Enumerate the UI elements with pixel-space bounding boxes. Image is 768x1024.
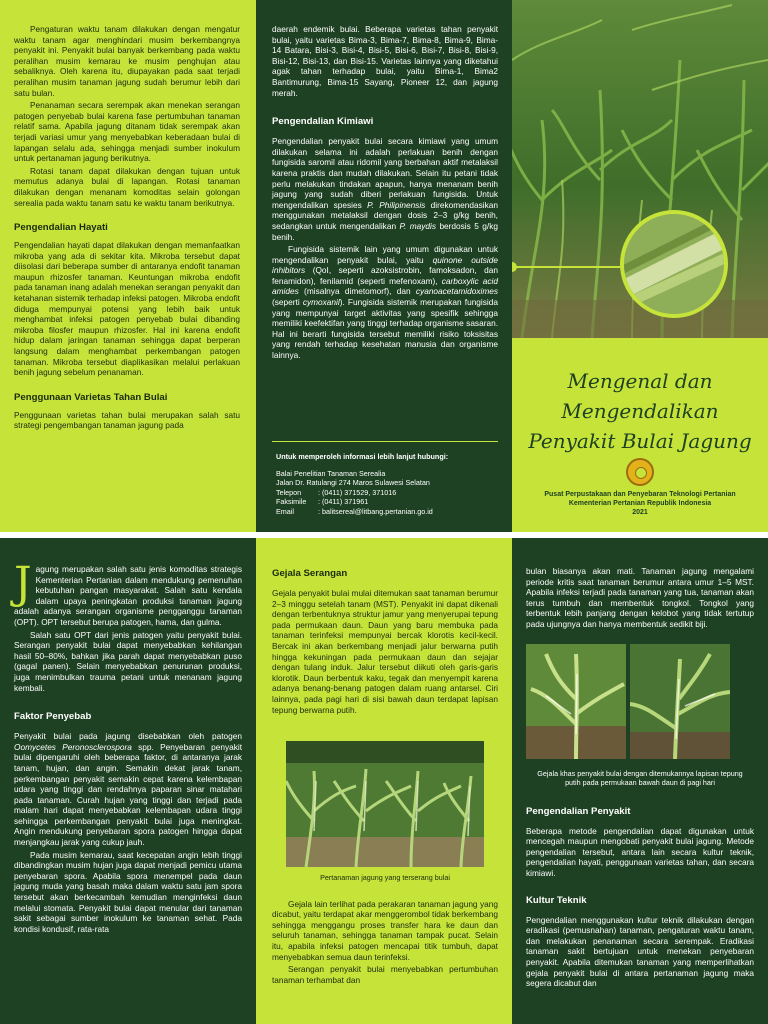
paragraph: Fungisida sistemik lain yang umum digunakan untuk mengendalikan penyakit bulai, yaitu quinone outside inhibitors (QoI, seperti azoksistrobin, famoksadon, dan fenamidon), fenilamid (seperti mefenoxam), carboxylic acid amides (misalnya dimetomorf), dan cyanoacetamidoximes (seperti cymoxanil). Fungisida sistemik merupakan fungisida yang mempunyai target aktivitas yang spesifik sehingga memiliki keefektifan yang tinggi terhadap organisme sasaran. Hal ini berarti fungisida tersebut memiliki risiko toksisitas yang rendah terhadap kesehatan manusia dan organisme lainnya. bbox=[272, 244, 498, 361]
panel-bottom-middle bbox=[256, 538, 512, 1024]
cover-title bbox=[512, 366, 768, 456]
heading-hayati: Pengendalian Hayati bbox=[14, 222, 108, 234]
publisher bbox=[512, 490, 768, 517]
paragraph: daerah endemik bulai. Beberapa varietas tahan penyakit bulai, yaitu varietas Bima-3, Bima-7, Bima-8, Bima-9, Bima-14 Batara, Bisi-3, Bisi-4, Bisi-5, Bisi-6, Bisi-7, Bisi-8, Bisi-9, Bisi-12, Bisi-13, dan Bisi-15. Varietas lainnya yang diketahui agak tahan terhadap bulai, yaitu Bima-1, Bima2 Bantimurung, Bima-15 Sayang, Pioneer 12, dan jagung merah. bbox=[272, 24, 498, 98]
paragraph: Jagung merupakan salah satu jenis komoditas strategis Kementerian Pertanian dalam mendukung pemenuhan kebutuhan pangan masyarakat. Salah satu kendala dalam upaya peningkatan produksi tanaman jagung adalah adanya serangan organisme pengganggu tanaman (OPT). OPT tersebut berupa patogen, hama, dan gulma. bbox=[14, 558, 242, 627]
heading-faktor: Faktor Penyebab bbox=[14, 711, 92, 723]
field-photo bbox=[286, 741, 484, 867]
photo-caption: Gejala khas penyakit bulai dengan ditemukannya lapisan tepung putih pada permukaan bawah daun di pagi hari bbox=[537, 768, 743, 788]
publisher-year: 2021 bbox=[632, 509, 648, 516]
paragraph: Pada musim kemarau, saat kecepatan angin lebih tinggi dibandingkan musim hujan juga dapat menjadi pemicu utama penyebaran spora. Apabila spora menempel pada daun jagung muda yang basah maka dalam waktu satu jam spora tersebut akan berkecambah kemudian menginfeksi daun melalui stomata. Penyakit bulai dapat menular dari tanaman sakit sebagai sumber inokulum ke tanaman sehat. Pada kondisi kondusif, rata-rata bbox=[14, 849, 242, 934]
paragraph: Pengendalian hayati dapat dilakukan dengan memanfaatkan mikroba yang ada di sekitar kita. Mikroba tersebut dapat diisolasi dari beberapa sumber di antaranya endofit tanaman maupun rhizosfer tanaman. Keuntungan mikroba endofit pada tanaman inang adalah menekan serangan penyakit dan ketahanan sistemik terhadap infeksi patogen. Mikroba endofit diduga mempunyai potensi yang lebih baik untuk menghambat infeksi patogen penyebab bulai dibanding mikroba filosfer maupun rhizosfer. Hal ini karena endofit hidup dalam jaringan tanaman sehingga dapat berperan langsung dalam menghambat perkembangan patogen tanaman. Mikroba tersebut diaplikasikan melalui perlakuan benih jagung sebelum penanaman. bbox=[14, 240, 240, 378]
paragraph: Pengendalian penyakit bulai secara kimiawi yang umum dilakukan selama ini adalah perlakuan benih dengan fungisida saromil atau ridomil yang berbahan aktif metalaksil karena praktis dan mudah dilakukan. Selain itu petani tidak perlu melakukan tindakan apapun, hanya menanam benih jagung yang sudah diberi perlakuan fungisida. Untuk mengendalikan spesies P. Philipinensis direkomendasikan menggunakan metalaksil dengan dosis 2–3 g/kg benih, sedangkan untuk mengendalikan P. maydis berdosis 5 g/kg benih. bbox=[272, 136, 498, 242]
paragraph: Rotasi tanam dapat dilakukan dengan tujuan untuk memutus adanya bulai di lapangan. Rotasi tanaman dilakukan dengan menanam komoditas selain golongan serealia pada waktu tanam satu ke waktu tanam berikutnya. bbox=[14, 165, 240, 208]
paragraph: Gejala lain terlihat pada perakaran tanaman jagung yang dicabut, yaitu terdapat akar menggerombol tidak berkembang sehingga menggangu proses transfer hara ke daun dan seluruh tanaman, sehingga tanaman tampak pucat. Selain itu, apabila infeksi patogen mencapai titik tumbuh, dapat menyebabkan semua daun terinfeksi. bbox=[272, 898, 498, 962]
contact-email[interactable]: Email : balitsereal@litbang.pertanian.go.id bbox=[276, 506, 433, 516]
panel-bottom-left bbox=[0, 538, 256, 1024]
paragraph: Gejala penyakit bulai mulai ditemukan saat tanaman berumur 2–3 minggu setelah tanam (MST). Penyakit ini dapat dikenali dengan terbentuknya struktur jamur yang menyerupai tepung pada permukaan daun. Daun yang baru membuka pada tanaman terinfeksi mempunyai bercak klorotis kecil-kecil. Bercak ini akan berkembang menjadi jalur berwarna putih hingga kekuningan pada permukaan daun dan sejajar dengan tulang induk. Jalur tersebut diikuti oleh garis-garis klorotik. Daun berbentuk kaku, tegak dan menyempit karena adanya benang-benang patogen dalam ruang antarsel. Ciri lainnya, pada pagi hari di sisi bawah daun terdapat lapisan tepung berwarna putih. bbox=[272, 588, 498, 715]
drop-cap: J bbox=[14, 558, 32, 609]
contact-fax: Faksimile : (0411) 371961 bbox=[276, 497, 369, 507]
paragraph: bulan biasanya akan mati. Tanaman jagung mengalami periode kritis saat tanaman berumur antara umur 1–5 MST. Apabila infeksi terjadi pada tanaman yang tua, tanaman akan terus tumbuh dan membentuk tongkol. Tongkol yang terbentuk lebih panjang dengan kelobot yang tidak tertutup pada ujungnya dan hanya membentuk sedikit biji. bbox=[526, 566, 754, 629]
paragraph: Pengaturan waktu tanam dilakukan dengan mengatur waktu tanam agar menghindari musim berkembangnya penyakit ini. Penyakit bulai banyak berkembang pada waktu peralihan musim kemarau ke musim penghujan atau sebaliknya. Oleh karena itu, diupayakan pada saat terjadi peralihan musim tanaman jagung sudah berumur lebih dari satu bulan. bbox=[14, 24, 240, 98]
paragraph: Pengendalian menggunakan kultur teknik dilakukan dengan eradikasi (pemusnahan) tanaman, pengaturan waktu tanam, dan melakukan penanaman secara serempak. Eradikasi tanaman sakit bertujuan untuk menekan penyebaran penyakit. Apabila ditemukan tanaman yang memperlihatkan gejala penyakit bulai di antara pertanaman jagung maka segera dicabut dan bbox=[526, 914, 754, 989]
contact-address: Jalan Dr. Ratulangi 274 Maros Sulawesi Selatan bbox=[276, 478, 430, 488]
paragraph: Salah satu OPT dari jenis patogen yaitu penyakit bulai. Serangan penyakit bulai dapat menyebabkan kehilangan hasil 50–80%, bahkan jika parah dapat menyebabkan puso (gagal panen). Selain menyebabkan penurunan produksi, juga menimbulkan trauma petani untuk menanam jagung kembali. bbox=[14, 629, 242, 693]
publisher-line2: Kementerian Pertanian Republik Indonesia bbox=[568, 500, 712, 507]
heading-pengendalian: Pengendalian Penyakit bbox=[526, 805, 631, 817]
paragraph: Penanaman secara serempak akan menekan serangan patogen penyebab bulai karena fase pertumbuhan tanaman relatif sama. Apabila jagung ditanam tidak serempak akan terjadi variasi umur yang menyebabkan keberadaan bulai di lapangan selalu ada, sehingga menjadi sumber inokulum untuk pertanaman jagung berikutnya. bbox=[14, 100, 240, 164]
cover-title-line1: Mengenal dan Mengendalikan bbox=[561, 369, 719, 423]
diseased-plant-photo-1 bbox=[526, 644, 626, 759]
heading-gejala: Gejala Serangan bbox=[272, 568, 348, 579]
contact-box bbox=[276, 452, 498, 517]
inset-photo-circle bbox=[620, 210, 728, 318]
contact-org: Balai Penelitian Tanaman Serealia bbox=[276, 468, 386, 478]
leaf-closeup-photo bbox=[624, 214, 724, 314]
panel-top-left bbox=[0, 0, 256, 532]
contact-title: Untuk memperoleh informasi lebih lanjut hubungi: bbox=[276, 452, 449, 461]
paragraph: Penggunaan varietas tahan bulai merupakan salah satu strategi pengembangan tanaman jagung pada bbox=[14, 409, 240, 431]
photo-caption: Pertanaman jagung yang terserang bulai bbox=[320, 873, 450, 883]
publisher-line1: Pusat Perpustakaan dan Penyebaran Teknologi Pertanian bbox=[544, 491, 736, 498]
divider bbox=[272, 441, 498, 442]
paragraph: Serangan penyakit bulai menyebabkan pertumbuhan tanaman terhambat dan bbox=[272, 964, 498, 985]
heading-varietas: Penggunaan Varietas Tahan Bulai bbox=[14, 391, 168, 403]
connector-line bbox=[512, 266, 624, 268]
panel-top-middle bbox=[256, 0, 512, 532]
panel-bottom-right bbox=[512, 538, 768, 1024]
diseased-plant-photo-2 bbox=[630, 644, 730, 759]
heading-kultur-teknik: Kultur Teknik bbox=[526, 894, 587, 906]
kementan-logo-icon bbox=[626, 458, 654, 486]
panel-cover bbox=[512, 0, 768, 532]
paragraph: Beberapa metode pengendalian dapat digunakan untuk mencegah maupun mengobati penyakit bulai jagung. Metode pengendalian tersebut, antara lain secara kultur teknik, pengendalian hayati, penggunaan varietas tahan, dan secara kimiawi. bbox=[526, 825, 754, 878]
cover-title-line2: Penyakit Bulai Jagung bbox=[528, 429, 752, 453]
heading-kimiawi: Pengendalian Kimiawi bbox=[272, 116, 374, 128]
paragraph: Penyakit bulai pada jagung disebabkan oleh patogen Oomycetes Peronosclerospora spp. Penyebaran penyakit bulai dipengaruhi oleh beberapa faktor, di antaranya jarak tanam, hujan, dan angin. Semakin dekat jarak tanam, perkembangan penyakit semakin cepat karena kelembapan udara yang tinggi dan rendahnya paparan sinar matahari pada tanaman. Curah hujan yang tinggi dan terjadi pada malam hari dapat menyebabkan kelembapan udara tinggi sehingga perkembangan penyakit bulai juga meningkat. Angin mendukung penyebaran spora patogen hingga dapat menjangkau jarak yang cukup jauh. bbox=[14, 731, 243, 848]
contact-phone: Telepon : (0411) 371529, 371016 bbox=[276, 487, 397, 497]
photo-pair bbox=[526, 644, 754, 759]
